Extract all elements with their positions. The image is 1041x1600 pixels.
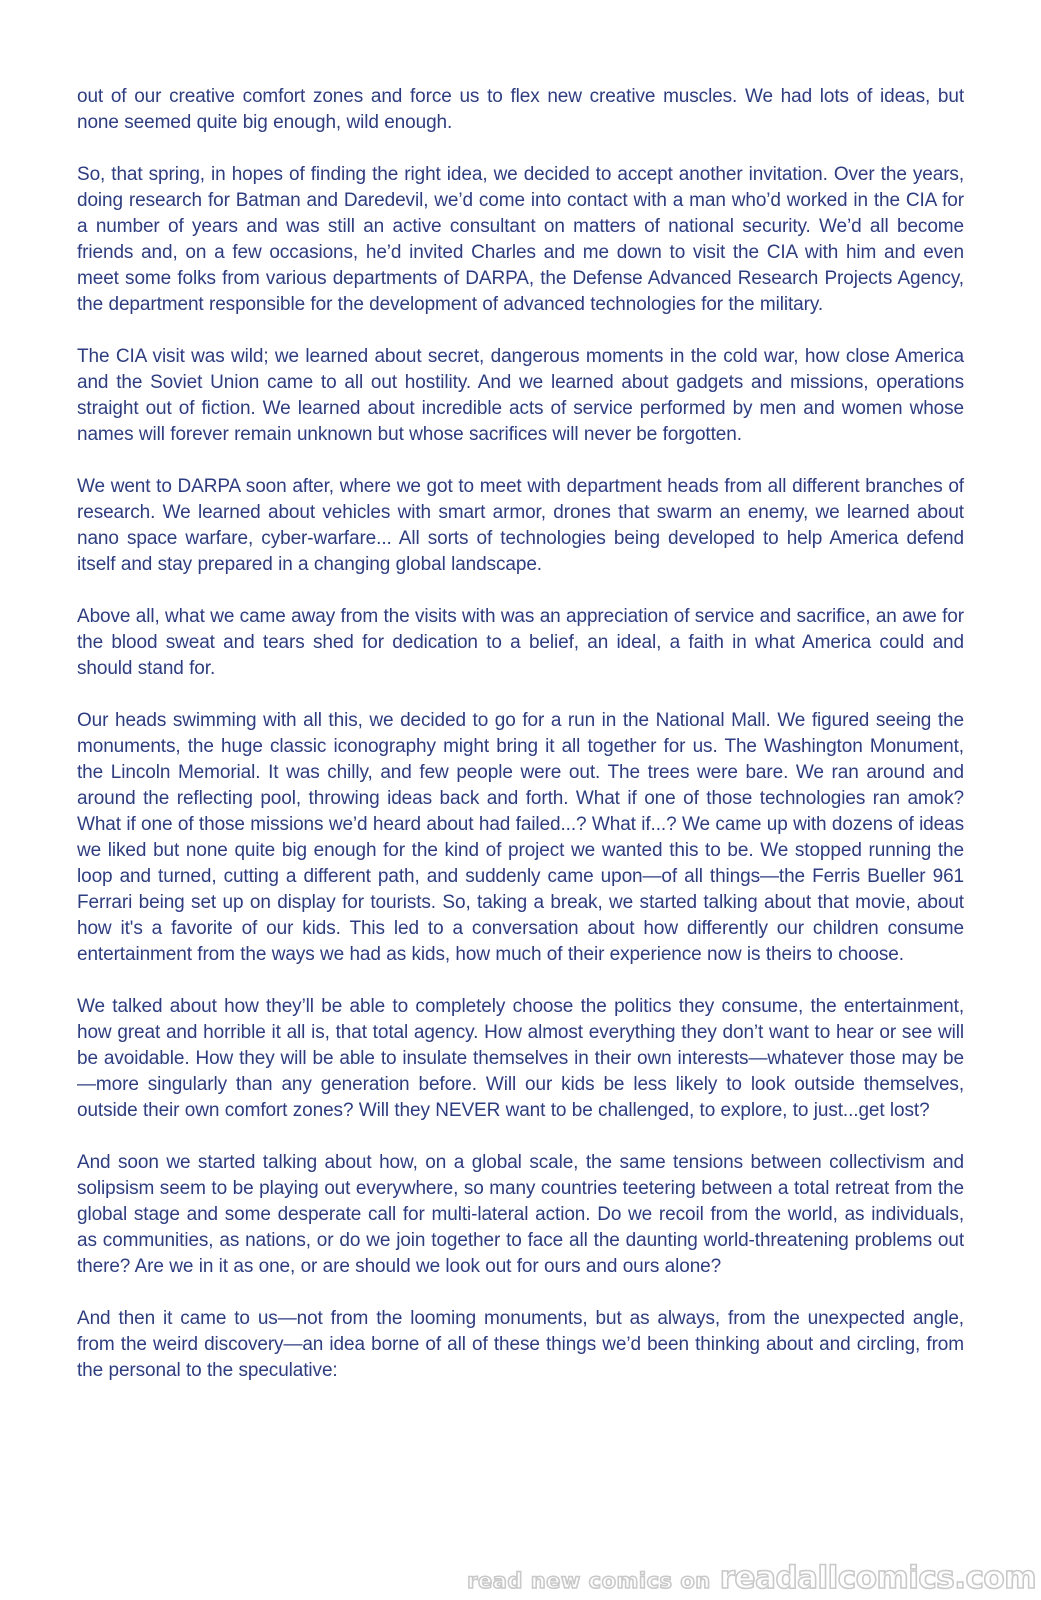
paragraph-2: So, that spring, in hopes of finding the right idea, we decided to accept another invitation. Over the years, doing research for Batman and Daredevil, we’d come into contact with a man who’d worked in the CIA for a number of years and was still an active consultant on matters of national security. We’d all become friends and, on a few occasions, he’d invited Charles and me down to visit the CIA with him and even meet some folks from various departments of DARPA, the Defense Advanced Research Projects Agency, the department responsible for the development of advanced technologies for the military. [77,164,964,315]
watermark-site-text: readallcomics.com [719,1560,1036,1596]
paragraph-7: We talked about how they’ll be able to completely choose the politics they consume, the entertainment, how great and horrible it all is, that total agency. How almost everything they don’t want to hear or see will be avoidable. How they will be able to insulate themselves in their own interests—whatever those may be—more singularly than any generation before. Will our kids be less likely to look outside themselves, outside their own comfort zones? Will they NEVER want to be challenged, to explore, to just...get lost? [77,996,964,1121]
paragraph-5: Above all, what we came away from the visits with was an appreciation of service and sacrifice, an awe for the blood sweat and tears shed for dedication to a belief, an ideal, a faith in what America could and should stand for. [77,606,964,679]
text-block [77,84,964,1410]
paragraph-6: Our heads swimming with all this, we decided to go for a run in the National Mall. We figured seeing the monuments, the huge classic iconography might bring it all together for us. The Washington Monument, the Lincoln Memorial. It was chilly, and few people were out. The trees were bare. We ran around and around the reflecting pool, throwing ideas back and forth. What if one of those technologies ran amok? What if one of those missions we’d heard about had failed...? What if...? We came up with dozens of ideas we liked but none quite big enough for the kind of project we wanted this to be. We stopped running the loop and turned, cutting a different path, and suddenly came upon—of all things—the Ferris Bueller 961 Ferrari being set up on display for tourists. So, taking a break, we started talking about that movie, about how it's a favorite of our kids. This led to a conversation about how differently our children consume entertainment from the ways we had as kids, how much of their experience now is theirs to choose. [77,710,964,965]
paragraph-1: out of our creative comfort zones and force us to flex new creative muscles. We had lots of ideas, but none seemed quite big enough, wild enough. [77,86,964,133]
paragraph-3: The CIA visit was wild; we learned about secret, dangerous moments in the cold war, how close America and the Soviet Union came to all out hostility. And we learned about gadgets and missions, operations straight out of fiction. We learned about incredible acts of service performed by men and women whose names will forever remain unknown but whose sacrifices will never be forgotten. [77,346,964,445]
watermark-prefix-text: read new comics on [467,1569,711,1593]
watermark [467,1560,1036,1596]
paragraph-4: We went to DARPA soon after, where we got to meet with department heads from all different branches of research. We learned about vehicles with smart armor, drones that swarm an enemy, we learned about nano space warfare, cyber-warfare... All sorts of technologies being developed to help America defend itself and stay prepared in a changing global landscape. [77,476,964,575]
paragraph-8: And soon we started talking about how, on a global scale, the same tensions between collectivism and solipsism seem to be playing out everywhere, so many countries teetering between a total retreat from the global stage and some desperate call for multi-lateral action. Do we recoil from the world, as individuals, as communities, as nations, or do we join together to face all the daunting world-threatening problems out there? Are we in it as one, or are should we look out for ours and ours alone? [77,1152,964,1277]
paragraph-9: And then it came to us—not from the looming monuments, but as always, from the unexpected angle, from the weird discovery—an idea borne of all of these things we’d been thinking about and circling, from the personal to the speculative: [77,1308,964,1381]
